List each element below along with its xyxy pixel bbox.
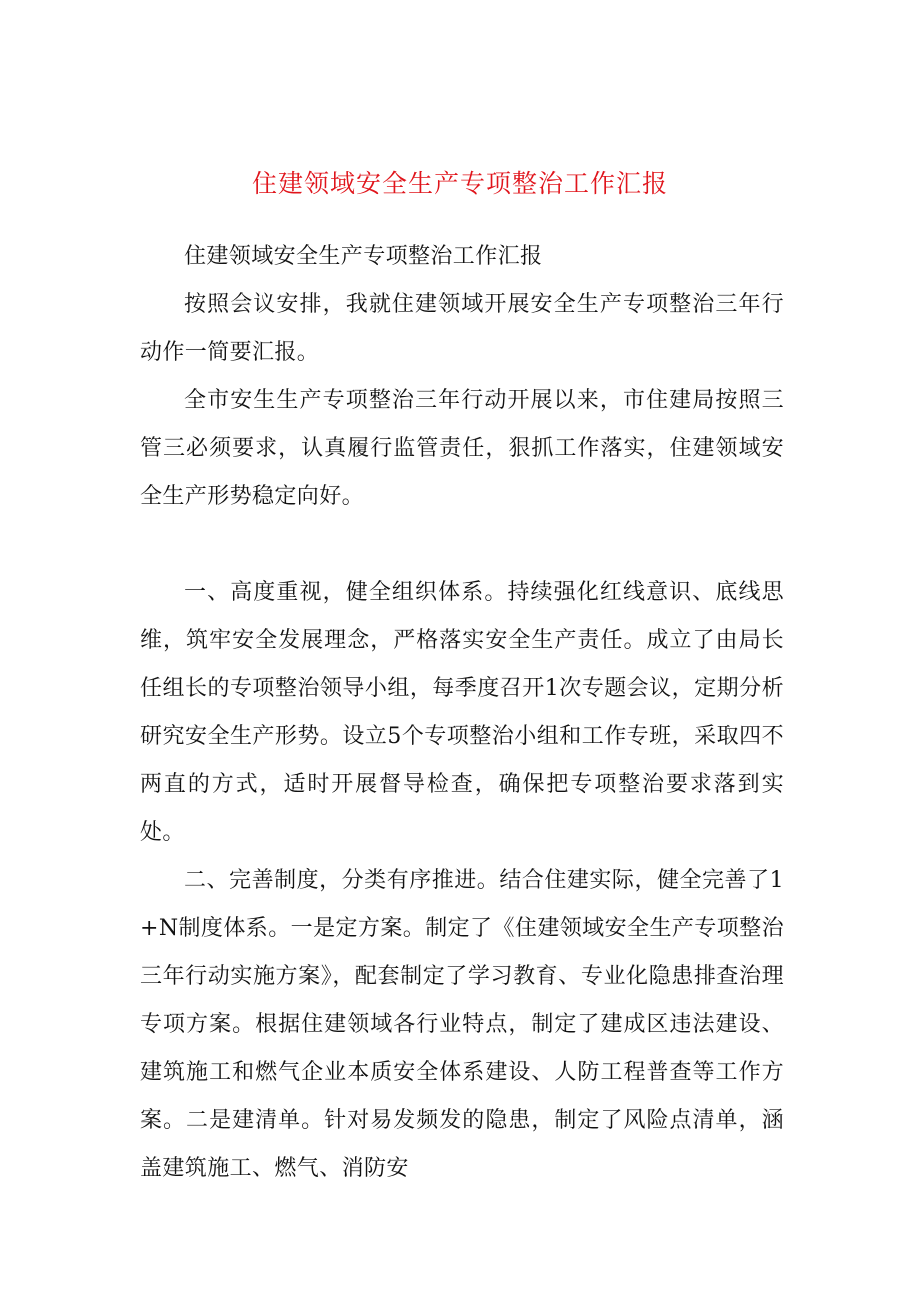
paragraph-intro: 按照会议安排，我就住建领域开展安全生产专项整治三年行动作一简要汇报。 [140, 292, 784, 365]
document-title: 住建领域安全生产专项整治工作汇报 [251, 169, 668, 198]
paragraph-overview: 全市安生生产专项整治三年行动开展以来，市住建局按照三管三必须要求，认真履行监管责任，狠抓工作落实，住建领域安全生产形势稳定向好。 [140, 388, 784, 509]
paragraph-gap [140, 521, 784, 569]
paragraph-section-two: 二、完善制度，分类有序推进。结合住建实际，健全完善了1+N制度体系。一是定方案。制定了《住建领域安全生产专项整治三年行动实施方案》，配套制定了学习教育、专业化隐患排查治理专项方案。根据住建领域各行业特点，制定了建成区违法建设、建筑施工和燃气企业本质安全体系建设、人防工程普查等工作方案。二是建清单。针对易发频发的隐患，制定了风险点清单，涵盖建筑施工、燃气、消防安 [140, 868, 784, 1181]
paragraph-section-one: 一、高度重视，健全组织体系。持续强化红线意识、底线思维，筑牢安全发展理念，严格落实安全生产责任。成立了由局长任组长的专项整治领导小组，每季度召开1次专题会议，定期分析研究安全生产形势。设立5个专项整治小组和工作专班，采取四不两直的方式，适时开展督导检查，确保把专项整治要求落到实处。 [140, 580, 784, 845]
document-body [140, 233, 784, 1193]
paragraph-subtitle: 住建领域安全生产专项整治工作汇报 [184, 244, 543, 269]
